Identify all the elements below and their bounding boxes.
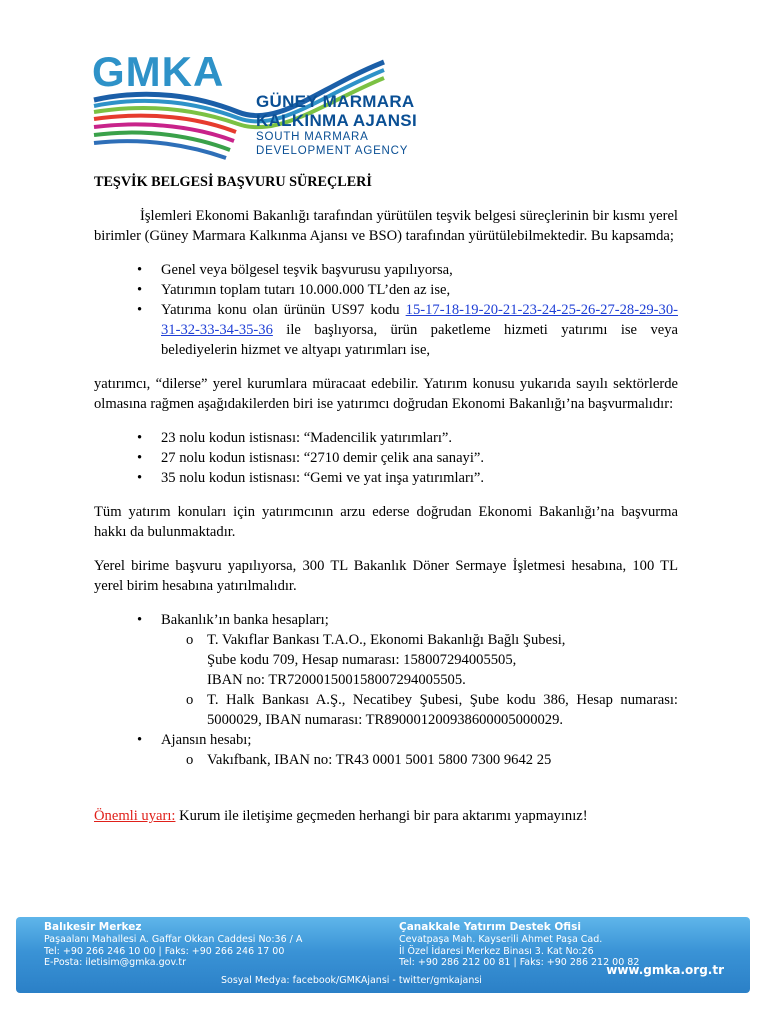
- footer-left-phone: Tel: +90 266 246 10 00 | Faks: +90 266 246 17 00: [44, 945, 285, 957]
- ministry-accounts-label: Bakanlık’ın banka hesapları;: [161, 612, 329, 628]
- agency-account-label: Ajansın hesabı;: [161, 732, 252, 748]
- footer-banner: [16, 917, 750, 993]
- footer-right-title: Çanakkale Yatırım Destek Ofisi: [399, 921, 581, 933]
- footer-social-media[interactable]: Sosyal Medya: facebook/GMKAjansi - twitter/gmkajansi: [221, 975, 482, 986]
- warning-paragraph: [94, 806, 678, 826]
- vakif-line: Şube kodu 709, Hesap numarası: 158007294005505,: [207, 652, 517, 668]
- document-body: [94, 172, 678, 840]
- ministry-accounts-item: [137, 610, 678, 730]
- logo-gmka-text: GMKA: [92, 48, 225, 95]
- halk-account-item: o T. Halk Bankası A.Ş., Necatibey Şubesi, Şube kodu 386, Hesap numarası: 5000029, IBAN numarası: TR890001200938600005000029.: [186, 690, 678, 730]
- conditions-list: [94, 260, 678, 360]
- ministry-accounts-sublist: [161, 630, 678, 730]
- logo-name-en-line1: SOUTH MARMARA: [256, 131, 369, 143]
- footer-left-email[interactable]: E-Posta: iletisim@gmka.gov.tr: [44, 957, 187, 968]
- exceptions-list: [94, 428, 678, 488]
- document-title: TEŞVİK BELGESİ BAŞVURU SÜREÇLERİ: [94, 174, 372, 190]
- agency-iban: o Vakıfbank, IBAN no: TR43 0001 5001 5800 7300 9642 25: [186, 750, 678, 770]
- warning-text: Kurum ile iletişime geçmeden herhangi bir para aktarımı yapmayınız!: [175, 808, 588, 824]
- footer-balikesir-office: [44, 921, 302, 969]
- condition-item: • Yatırımın toplam tutarı 10.000.000 TL’den az ise,: [137, 280, 678, 300]
- agency-account-sublist: [161, 750, 678, 770]
- vakif-iban: IBAN no: TR720001500158007294005505.: [207, 672, 466, 688]
- exception-item: • 35 nolu kodun istisnası: “Gemi ve yat inşa yatırımları”.: [137, 468, 678, 488]
- exception-item: • 27 nolu kodun istisnası: “2710 demir çelik ana sanayi”.: [137, 448, 678, 468]
- us97-codes-link[interactable]: 15-17-18-19-20-21-23-24-25-26-27-28-29-30-31-32-33-34-35-36: [161, 302, 678, 338]
- vakif-account-item: [186, 630, 678, 690]
- warning-label: Önemli uyarı:: [94, 808, 176, 824]
- footer-right-phone: Tel: +90 286 212 00 81 | Faks: +90 286 212 00 82: [399, 957, 640, 968]
- logo-name-tr-line1: GÜNEY MARMARA: [256, 92, 415, 111]
- condition-item: [137, 300, 678, 360]
- accounts-list: [94, 610, 678, 770]
- paragraph-fees: Yerel birime başvuru yapılıyorsa, 300 TL Bakanlık Döner Sermaye İşletmesi hesabına, 100 TL yerel birim hesabına yatırılmalıdır.: [94, 558, 678, 594]
- intro-paragraph: İşlemleri Ekonomi Bakanlığı tarafından yürütülen teşvik belgesi süreçlerinin bir kısmı yerel birimler (Güney Marmara Kalkınma Ajansı ve BSO) tarafından yürütülebilmektedir. Bu kapsamda;: [94, 208, 678, 244]
- condition-item: • Genel veya bölgesel teşvik başvurusu yapılıyorsa,: [137, 260, 678, 280]
- footer-left-address: Paşaalanı Mahallesi A. Gaffar Okkan Caddesi No:36 / A: [44, 934, 303, 945]
- footer-right-address-1: Cevatpaşa Mah. Kayserili Ahmet Paşa Cad.: [399, 934, 603, 945]
- footer-canakkale-office: [399, 921, 639, 969]
- logo-name-en-line2: DEVELOPMENT AGENCY: [256, 145, 409, 157]
- agency-account-item: [137, 730, 678, 770]
- condition-text: ile başlıyorsa, ürün paketleme hizmeti yatırımı ise veya belediyelerin hizmet ve altyapı yatırımları ise,: [161, 322, 678, 358]
- footer-left-title: Balıkesir Merkez: [44, 921, 142, 933]
- footer-website-link[interactable]: www.gmka.org.tr: [606, 963, 724, 977]
- exception-item: • 23 nolu kodun istisnası: “Madencilik yatırımları”.: [137, 428, 678, 448]
- gmka-logo: [88, 48, 417, 163]
- condition-text: Yatırıma konu olan ürünün US97 kodu: [161, 302, 406, 318]
- footer-right-address-2: İl Özel İdaresi Merkez Binası 3. Kat No:26: [399, 945, 594, 957]
- vakif-line: o T. Vakıflar Bankası T.A.O., Ekonomi Bakanlığı Bağlı Şubesi,: [207, 632, 566, 648]
- paragraph-direct-application: yatırımcı, “dilerse” yerel kurumlara müracaat edebilir. Yatırım konusu yukarıda sayılı sektörlerde olmasına rağmen aşağıdakilerden biri ise yatırımcı doğrudan Ekonomi Bakanlığı’na başvurmalıdır:: [94, 376, 678, 412]
- logo-name-tr-line2: KALKINMA AJANSI: [256, 111, 417, 130]
- paragraph-right-to-apply: Tüm yatırım konuları için yatırımcının arzu ederse doğrudan Ekonomi Bakanlığı’na başvurma hakkı da bulunmaktadır.: [94, 504, 678, 540]
